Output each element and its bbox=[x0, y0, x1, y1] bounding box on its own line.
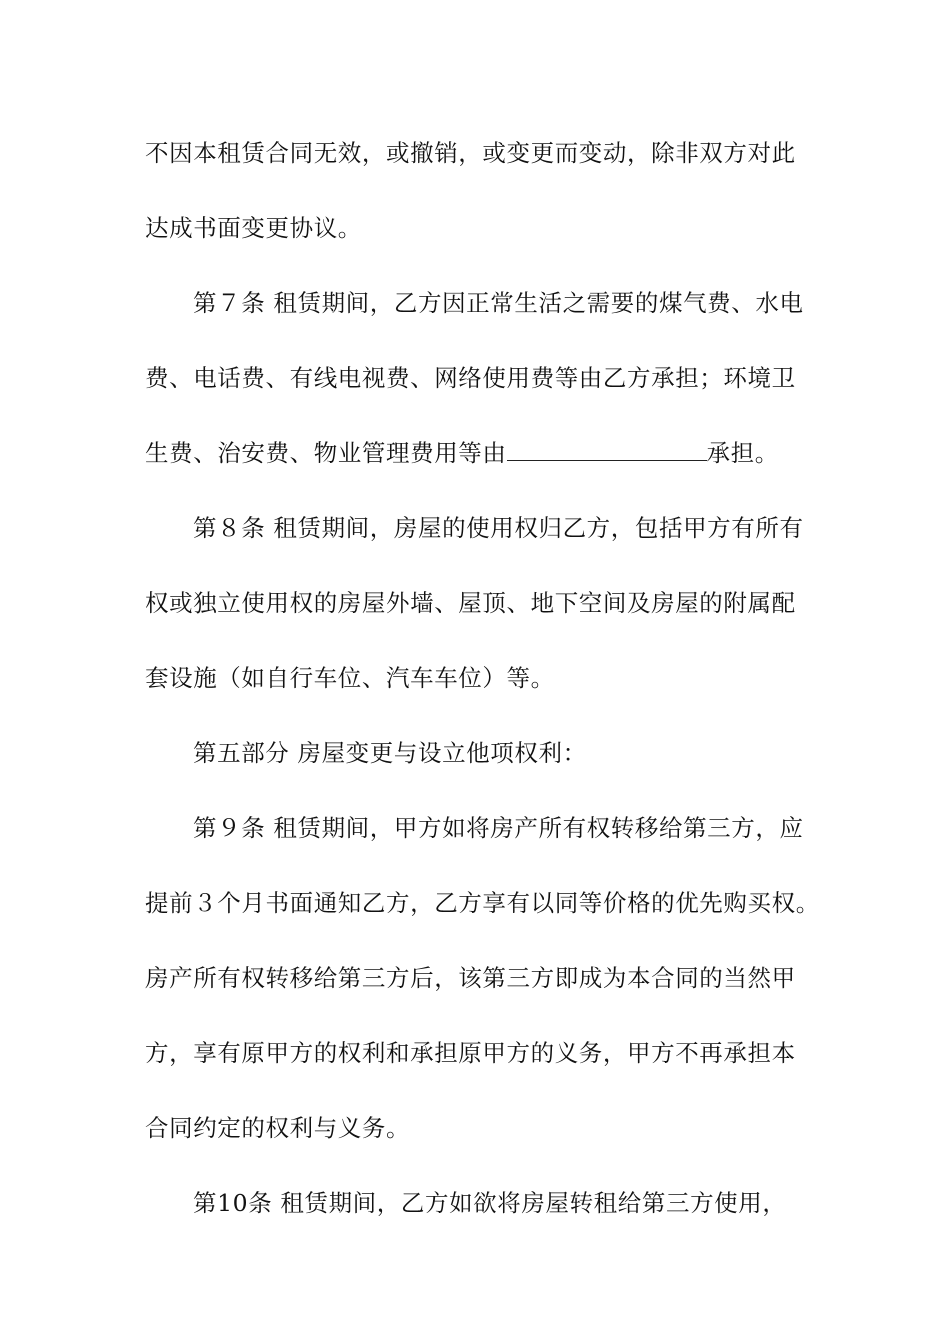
text-line: 提前３个月书面通知乙方，乙方享有以同等价格的优先购买权。 bbox=[145, 889, 820, 917]
text-segment: 承担。 bbox=[706, 439, 779, 467]
article-9-line: 第９条 租赁期间，甲方如将房产所有权转移给第三方，应 bbox=[193, 814, 804, 842]
fill-in-blank bbox=[507, 440, 707, 461]
article-7-line: 第７条 租赁期间，乙方因正常生活之需要的煤气费、水电 bbox=[193, 289, 804, 317]
text-line: 不因本租赁合同无效，或撤销，或变更而变动，除非双方对此 bbox=[145, 139, 796, 167]
text-line: 达成书面变更协议。 bbox=[145, 214, 362, 242]
article-8-line: 第８条 租赁期间，房屋的使用权归乙方，包括甲方有所有 bbox=[193, 514, 804, 542]
text-line: 合同约定的权利与义务。 bbox=[145, 1114, 411, 1142]
text-line: 费、电话费、有线电视费、网络使用费等由乙方承担；环境卫 bbox=[145, 364, 796, 392]
text-line-with-blank bbox=[145, 436, 845, 470]
article-10-line: 第10条 租赁期间，乙方如欲将房屋转租给第三方使用， bbox=[193, 1189, 787, 1217]
text-segment: 生费、治安费、物业管理费用等由 bbox=[145, 439, 507, 467]
text-line: 权或独立使用权的房屋外墙、屋顶、地下空间及房屋的附属配 bbox=[145, 589, 796, 617]
text-line: 套设施（如自行车位、汽车车位）等。 bbox=[145, 664, 555, 692]
section-heading: 第五部分 房屋变更与设立他项权利： bbox=[193, 739, 587, 767]
text-line: 房产所有权转移给第三方后，该第三方即成为本合同的当然甲 bbox=[145, 964, 796, 992]
text-line: 方，享有原甲方的权利和承担原甲方的义务，甲方不再承担本 bbox=[145, 1039, 796, 1067]
